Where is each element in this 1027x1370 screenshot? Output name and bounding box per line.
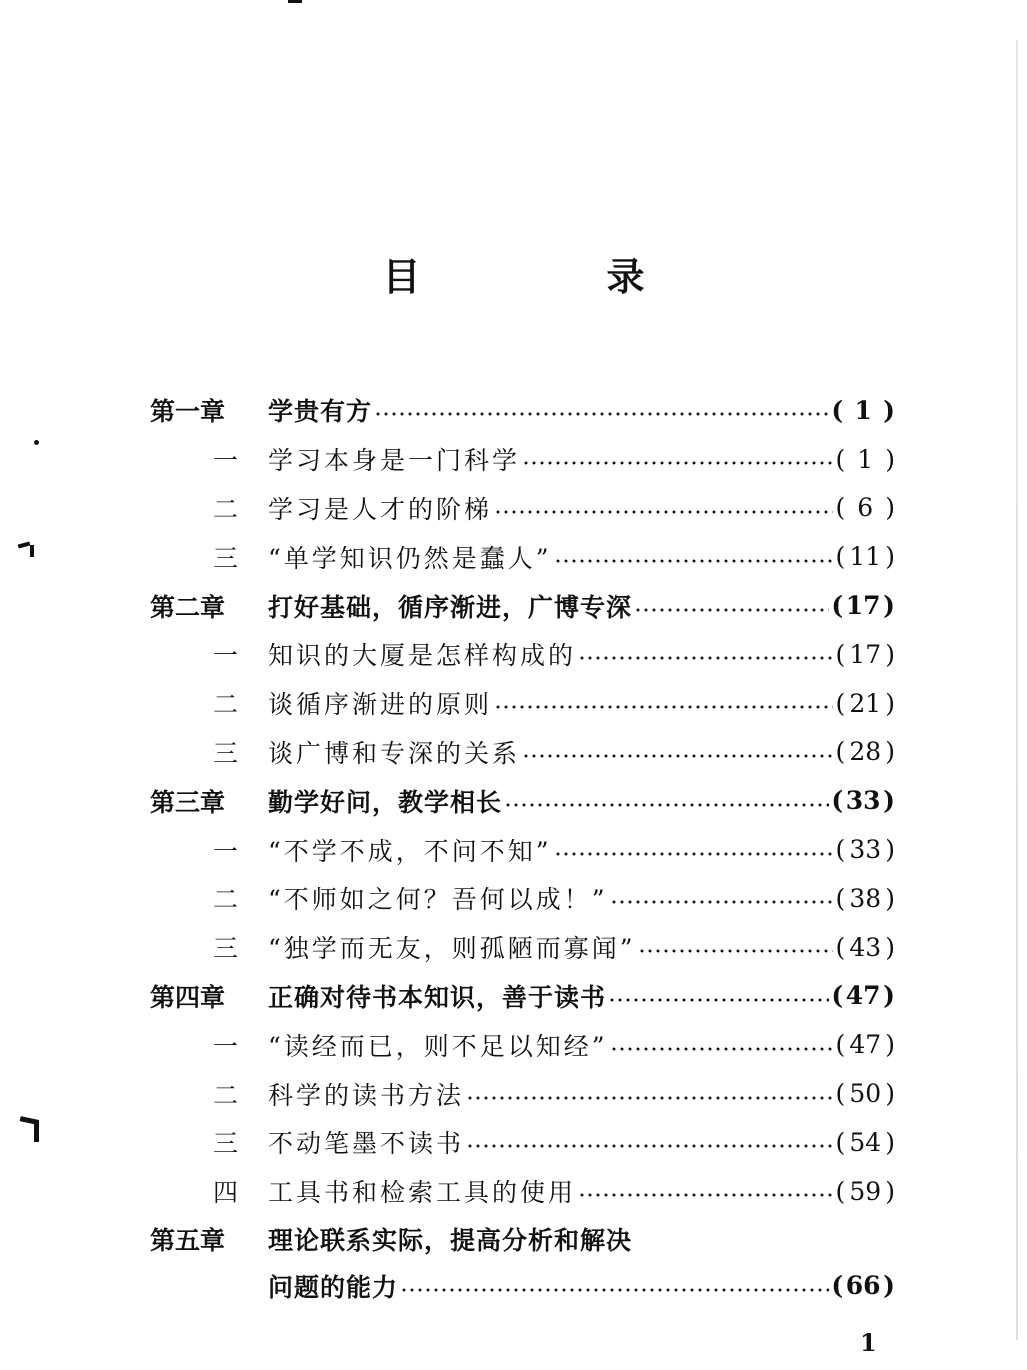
toc-entry-section[interactable] xyxy=(150,532,895,581)
toc-entry-section[interactable] xyxy=(150,825,895,874)
entry-label: 三 xyxy=(212,934,238,964)
entry-page-ref: ( 50 ) xyxy=(835,1079,895,1109)
entry-page-number: 11 xyxy=(849,542,882,572)
entry-title: 科学的读书方法 xyxy=(268,1080,465,1110)
toc-entry-section[interactable] xyxy=(150,1167,895,1216)
toc-entry-chapter[interactable] xyxy=(150,386,895,435)
entry-page-number: 47 xyxy=(849,1030,882,1060)
entry-label: 三 xyxy=(212,1129,238,1159)
entry-page-ref: ( 6 ) xyxy=(835,493,895,523)
entry-page-ref: ( 54 ) xyxy=(835,1127,895,1157)
entry-title: “单学知识仍然是蠢人” xyxy=(268,543,552,573)
entry-page-number: 54 xyxy=(849,1127,882,1157)
page-title: 目 录 xyxy=(382,255,719,299)
entry-title: 打好基础，循序渐进，广博专深 xyxy=(268,592,633,622)
entry-page-ref: ( 1 ) xyxy=(831,395,895,425)
entry-title: “不学不成，不问不知” xyxy=(268,836,552,866)
toc-entry-section[interactable] xyxy=(150,1118,895,1167)
toc-entry-section[interactable] xyxy=(150,1020,895,1069)
entry-label: 二 xyxy=(212,885,238,915)
entry-page-number: 17 xyxy=(849,639,882,669)
entry-title: 理论联系实际，提高分析和解决 xyxy=(268,1225,633,1255)
scan-speck xyxy=(288,0,302,3)
entry-page-number: 33 xyxy=(845,786,881,816)
entry-page-number: 66 xyxy=(845,1271,881,1301)
entry-label: 第二章 xyxy=(150,592,226,622)
dot-leader xyxy=(554,559,834,563)
entry-label: 三 xyxy=(212,543,238,573)
toc-entry-section[interactable] xyxy=(150,728,895,777)
scan-speck xyxy=(18,542,31,549)
dot-leader xyxy=(466,1096,833,1100)
dot-leader xyxy=(610,1047,834,1051)
entry-title: 谈广博和专深的关系 xyxy=(268,738,521,768)
toc-entry-chapter[interactable] xyxy=(150,776,895,825)
toc-entry-chapter[interactable] xyxy=(150,581,895,630)
toc-entry-section[interactable] xyxy=(150,874,895,923)
entry-label: 二 xyxy=(212,690,238,720)
entry-title: “不师如之何？吾何以成！” xyxy=(268,885,608,915)
entry-page-number: 50 xyxy=(849,1079,882,1109)
entry-page-ref: ( 17 ) xyxy=(835,639,895,669)
entry-page-number: 38 xyxy=(849,883,882,913)
toc-entry-chapter[interactable] xyxy=(150,972,895,1021)
toc-entry-chapter-5[interactable] xyxy=(150,1216,895,1262)
entry-page-number: 47 xyxy=(845,981,881,1011)
entry-title: 正确对待书本知识，善于读书 xyxy=(268,982,607,1012)
entry-label: 一 xyxy=(212,1031,238,1061)
entry-page-ref: ( 21 ) xyxy=(835,688,895,718)
dot-leader xyxy=(522,461,833,465)
page-edge-shadow xyxy=(1016,40,1018,1340)
toc-entry-section[interactable] xyxy=(150,484,895,533)
entry-title: 勤学好问，教学相长 xyxy=(268,787,503,817)
entry-label: 第四章 xyxy=(150,982,226,1012)
dot-leader xyxy=(578,1193,833,1197)
entry-label: 第五章 xyxy=(150,1225,226,1255)
dot-leader xyxy=(608,998,829,1002)
scan-speck xyxy=(34,440,39,445)
entry-page-number: 59 xyxy=(849,1176,882,1206)
entry-title: “读经而已，则不足以知经” xyxy=(268,1031,608,1061)
scan-speck xyxy=(34,1120,39,1142)
entry-page-ref: ( 47 ) xyxy=(831,981,895,1011)
dot-leader xyxy=(466,1144,833,1148)
table-of-contents xyxy=(150,386,895,1310)
toc-entry-chapter-5-continued[interactable] xyxy=(150,1262,895,1311)
toc-entry-section[interactable] xyxy=(150,923,895,972)
entry-page-number: 28 xyxy=(849,737,882,767)
entry-title: 学贵有方 xyxy=(268,397,373,427)
entry-page-number: 6 xyxy=(857,493,874,523)
toc-entry-section[interactable] xyxy=(150,1069,895,1118)
entry-page-ref: ( 33 ) xyxy=(831,786,895,816)
dot-leader xyxy=(638,949,834,953)
dot-leader xyxy=(494,510,833,514)
entry-label: 第一章 xyxy=(150,397,226,427)
entry-title: 知识的大厦是怎样构成的 xyxy=(268,641,577,671)
entry-page-number: 21 xyxy=(849,688,882,718)
entry-label: 四 xyxy=(212,1178,238,1208)
entry-page-ref: ( 59 ) xyxy=(835,1176,895,1206)
entry-page-ref: ( 43 ) xyxy=(835,932,895,962)
dot-leader xyxy=(400,1288,829,1292)
toc-entry-section[interactable] xyxy=(150,630,895,679)
entry-page-ref: ( 38 ) xyxy=(835,883,895,913)
dot-leader xyxy=(494,705,833,709)
dot-leader xyxy=(504,803,829,807)
dot-leader xyxy=(374,412,829,416)
entry-page-number: 43 xyxy=(849,932,882,962)
entry-label: 一 xyxy=(212,446,238,476)
dot-leader xyxy=(578,656,833,660)
page-number: 1 xyxy=(860,1328,877,1357)
entry-label: 一 xyxy=(212,836,238,866)
entry-page-number: 1 xyxy=(854,395,872,425)
entry-label: 第三章 xyxy=(150,787,226,817)
entry-page-number: 1 xyxy=(857,444,874,474)
toc-entry-section[interactable] xyxy=(150,435,895,484)
entry-title: “独学而无友，则孤陋而寡闻” xyxy=(268,934,636,964)
entry-page-number: 17 xyxy=(845,591,881,621)
entry-page-ref: ( 11 ) xyxy=(835,542,895,572)
entry-page-ref: ( 47 ) xyxy=(835,1030,895,1060)
entry-label: 三 xyxy=(212,738,238,768)
entry-page-ref: ( 1 ) xyxy=(835,444,895,474)
entry-page-ref: ( 66 ) xyxy=(831,1271,895,1301)
entry-title: 学习本身是一门科学 xyxy=(268,446,521,476)
dot-leader xyxy=(634,608,829,612)
entry-title: 工具书和检索工具的使用 xyxy=(268,1178,577,1208)
entry-label: 一 xyxy=(212,641,238,671)
entry-title: 学习是人才的阶梯 xyxy=(268,494,493,524)
entry-label: 二 xyxy=(212,1080,238,1110)
entry-label: 二 xyxy=(212,494,238,524)
entry-list xyxy=(150,386,895,1216)
entry-page-number: 33 xyxy=(849,835,882,865)
scan-speck xyxy=(30,545,34,557)
entry-title: 不动笔墨不读书 xyxy=(268,1129,465,1159)
dot-leader xyxy=(522,754,833,758)
toc-entry-section[interactable] xyxy=(150,679,895,728)
dot-leader xyxy=(610,900,834,904)
entry-page-ref: ( 17 ) xyxy=(831,591,895,621)
dot-leader xyxy=(554,852,834,856)
entry-page-ref: ( 33 ) xyxy=(835,835,895,865)
entry-title-continued: 问题的能力 xyxy=(268,1272,399,1302)
entry-title: 谈循序渐进的原则 xyxy=(268,690,493,720)
entry-page-ref: ( 28 ) xyxy=(835,737,895,767)
